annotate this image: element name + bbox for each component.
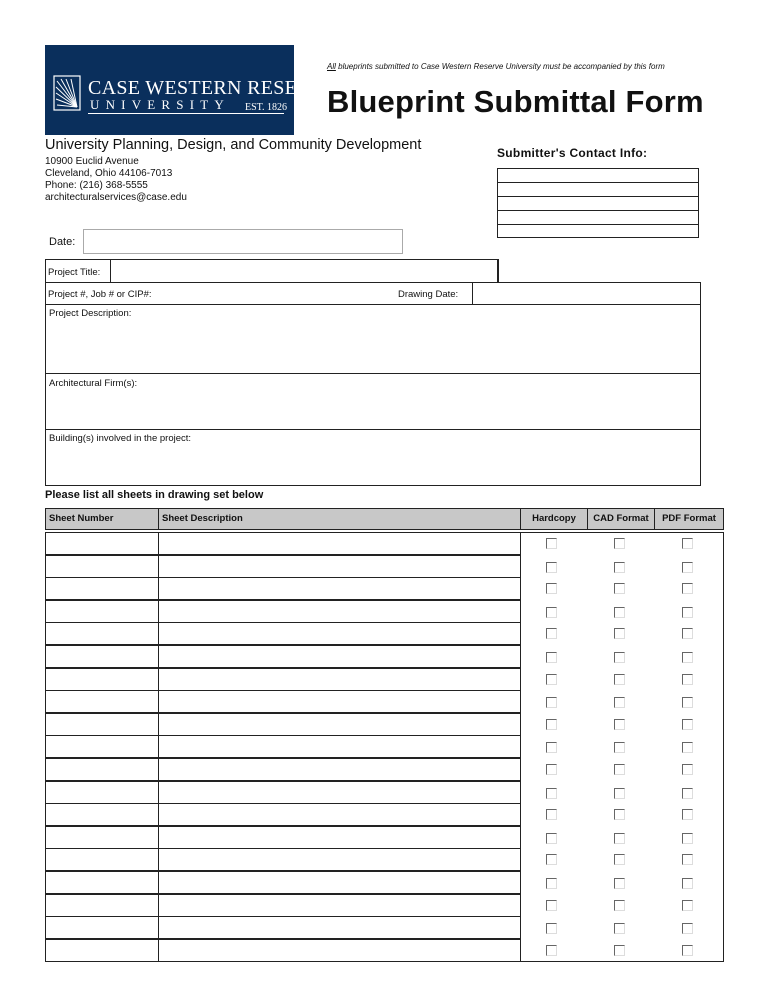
contact-line: [498, 224, 698, 225]
contact-line: [498, 182, 698, 183]
project-title-label: Project Title:: [48, 267, 101, 278]
sheet-description-field[interactable]: [158, 622, 521, 645]
sheet-description-field[interactable]: [158, 803, 521, 826]
contact-line: [498, 196, 698, 197]
sheet-number-field[interactable]: [45, 758, 159, 781]
sheet-number-field[interactable]: [45, 645, 159, 668]
sheet-description-field[interactable]: [158, 690, 521, 713]
notice-emphasis: All: [327, 62, 336, 71]
sheet-description-field[interactable]: [158, 600, 521, 623]
sheet-description-field[interactable]: [158, 848, 521, 871]
logo-line-1: CASE WESTERN RESERVE: [88, 77, 337, 99]
contact-info-label: Submitter's Contact Info:: [497, 146, 648, 160]
drawing-date-label: Drawing Date:: [398, 289, 459, 300]
date-label: Date:: [49, 236, 76, 248]
drawing-date-field[interactable]: [474, 283, 700, 304]
column-header-pdf-format: PDF Format: [654, 508, 724, 530]
sheet-description-field[interactable]: [158, 735, 521, 758]
sheet-description-field[interactable]: [158, 668, 521, 691]
sheet-number-field[interactable]: [45, 555, 159, 578]
contact-info-fields: [497, 168, 699, 238]
logo-line-2: UNIVERSITY: [90, 97, 230, 112]
sheet-description-field[interactable]: [158, 826, 521, 849]
project-title-row: [45, 259, 498, 283]
sheet-number-field[interactable]: [45, 894, 159, 917]
address-street: 10900 Euclid Avenue: [45, 156, 139, 167]
project-number-row: [45, 282, 701, 305]
divider: [472, 282, 473, 305]
sheet-number-field[interactable]: [45, 690, 159, 713]
logo-est: EST. 1826: [245, 102, 288, 113]
sheet-number-field[interactable]: [45, 871, 159, 894]
architectural-firms-field[interactable]: [45, 373, 701, 430]
sheet-number-field[interactable]: [45, 532, 159, 555]
logo-rule: [88, 113, 284, 114]
form-notice: [327, 62, 665, 71]
sheet-number-field[interactable]: [45, 668, 159, 691]
buildings-label: Building(s) involved in the project:: [49, 433, 192, 444]
sheet-description-field[interactable]: [158, 894, 521, 917]
format-column-frame: [520, 532, 724, 962]
sheet-number-field[interactable]: [45, 826, 159, 849]
project-number-label: Project #, Job # or CIP#:: [48, 289, 152, 300]
project-description-field[interactable]: [45, 304, 701, 374]
column-header-cad-format: CAD Format: [587, 508, 655, 530]
page-title: Blueprint Submittal Form: [327, 84, 704, 119]
sheet-number-field[interactable]: [45, 939, 159, 962]
sunburst-seal-icon: [53, 75, 81, 111]
column-header-sheet-number: Sheet Number: [45, 508, 159, 530]
sheet-description-field[interactable]: [158, 713, 521, 736]
sheet-description-field[interactable]: [158, 555, 521, 578]
buildings-field[interactable]: [45, 429, 701, 486]
department-name: University Planning, Design, and Community Development: [45, 137, 422, 153]
sheet-description-field[interactable]: [158, 871, 521, 894]
sheet-number-field[interactable]: [45, 713, 159, 736]
sheet-number-field[interactable]: [45, 577, 159, 600]
sheet-number-field[interactable]: [45, 600, 159, 623]
date-field[interactable]: [83, 229, 403, 254]
sheet-number-field[interactable]: [45, 916, 159, 939]
column-header-sheet-description: Sheet Description: [158, 508, 521, 530]
sheet-description-field[interactable]: [158, 758, 521, 781]
sheet-number-field[interactable]: [45, 735, 159, 758]
project-description-label: Project Description:: [49, 308, 132, 319]
sheets-heading: Please list all sheets in drawing set below: [45, 489, 264, 501]
column-header-hardcopy: Hardcopy: [520, 508, 588, 530]
address-city: Cleveland, Ohio 44106-7013: [45, 168, 173, 179]
sheet-description-field[interactable]: [158, 916, 521, 939]
architectural-firms-label: Architectural Firm(s):: [49, 378, 138, 389]
address-phone: Phone: (216) 368-5555: [45, 180, 148, 191]
sheet-number-field[interactable]: [45, 781, 159, 804]
project-title-field[interactable]: [110, 259, 499, 283]
notice-text: blueprints submitted to Case Western Reserve University must be accompanied by this form: [335, 62, 665, 71]
sheet-number-field[interactable]: [45, 622, 159, 645]
contact-line: [498, 210, 698, 211]
sheet-description-field[interactable]: [158, 645, 521, 668]
sheet-description-field[interactable]: [158, 532, 521, 555]
sheet-number-field[interactable]: [45, 848, 159, 871]
sheet-description-field[interactable]: [158, 577, 521, 600]
sheet-description-field[interactable]: [158, 781, 521, 804]
address-email: architecturalservices@case.edu: [45, 192, 187, 203]
sheet-number-field[interactable]: [45, 803, 159, 826]
sheet-description-field[interactable]: [158, 939, 521, 962]
